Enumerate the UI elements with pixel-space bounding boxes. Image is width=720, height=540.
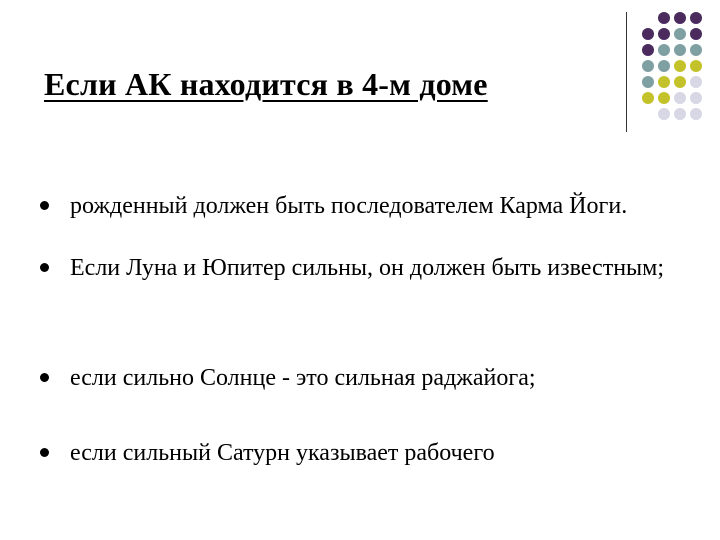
bullet-text: рожденный должен быть последователем Карма Йоги. bbox=[70, 193, 628, 219]
decorative-dot bbox=[642, 76, 654, 88]
decorative-dot bbox=[658, 76, 670, 88]
decorative-dot bbox=[690, 28, 702, 40]
decorative-dot bbox=[658, 12, 670, 24]
decorative-dot bbox=[658, 28, 670, 40]
decorative-dot bbox=[658, 44, 670, 56]
bullet-dot-icon bbox=[40, 263, 49, 272]
decorative-dot bbox=[674, 108, 686, 120]
decorative-dot bbox=[674, 12, 686, 24]
decorative-dot bbox=[690, 12, 702, 24]
decorative-dot bbox=[658, 92, 670, 104]
vertical-divider bbox=[626, 12, 627, 132]
decorative-dot bbox=[642, 60, 654, 72]
bullet-dot-icon bbox=[40, 373, 49, 382]
decorative-dot-grid bbox=[640, 12, 712, 124]
decorative-dot bbox=[642, 44, 654, 56]
decorative-dot bbox=[674, 28, 686, 40]
decorative-dot bbox=[674, 76, 686, 88]
decorative-dot bbox=[690, 76, 702, 88]
decorative-dot bbox=[690, 44, 702, 56]
decorative-dot bbox=[674, 92, 686, 104]
decorative-dot bbox=[658, 108, 670, 120]
decorative-dot bbox=[690, 92, 702, 104]
slide-title: Если АК находится в 4-м доме bbox=[44, 66, 488, 102]
bullet-text: Если Луна и Юпитер сильны, он должен быть известным; bbox=[70, 255, 665, 281]
decorative-dot bbox=[642, 92, 654, 104]
decorative-dot bbox=[690, 108, 702, 120]
bullet-text: если сильно Солнце - это сильная раджайога; bbox=[70, 365, 536, 391]
bullet-dot-icon bbox=[40, 201, 49, 210]
decorative-dot bbox=[674, 60, 686, 72]
decorative-dot bbox=[642, 28, 654, 40]
bullet-text: если сильный Сатурн указывает рабочего bbox=[70, 440, 495, 466]
bullet-dot-icon bbox=[40, 448, 49, 457]
decorative-dot bbox=[658, 60, 670, 72]
decorative-dot bbox=[690, 60, 702, 72]
decorative-dot bbox=[674, 44, 686, 56]
